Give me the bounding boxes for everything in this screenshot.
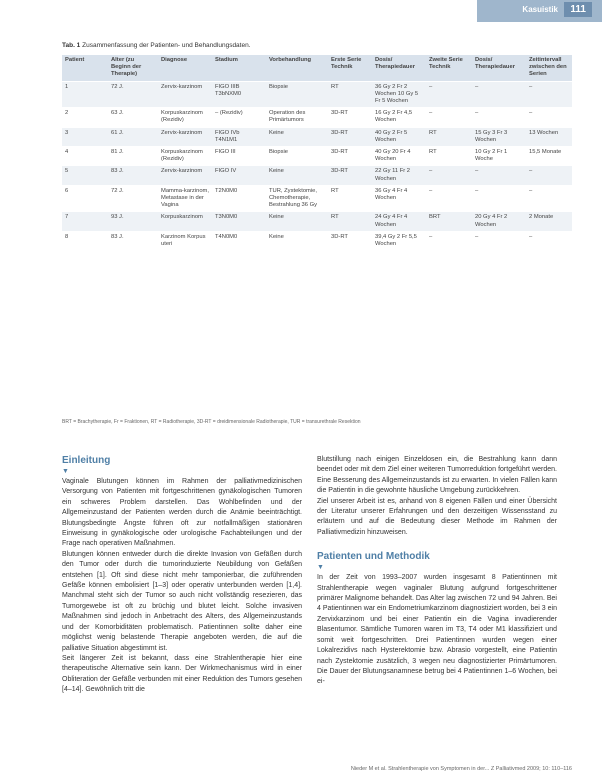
- table-cell: 36 Gy 4 Fr 4 Wochen: [372, 185, 426, 212]
- table-cell: 3: [62, 127, 108, 146]
- table-cell: T2N0M0: [212, 185, 266, 212]
- table-cell: 8: [62, 231, 108, 250]
- table-cell: RT: [328, 212, 372, 231]
- table-cell: –: [526, 81, 572, 108]
- intro-paragraph: Blutungen können entweder durch die direkte Invasion von Gefäßen durch den Tumor oder durch die tumorinduzierte Neubildung von Gefäßen entstehen [1]. Oft sind diese nicht mehr tamponierbar, die zuführenden Gefäße können embolisiert [1–3] oder operativ unterbunden werden [1,4]. Manchmal steht sich der Tumor so auch nicht vollständig resezieren, das Tumorgewebe ist oft zu brüchig und blutet leicht. Solche invasiven Maßnahmen sind jedoch in Anbetracht des Alters, des Allgemeinzustands und der Komorbiditäten problematisch. Patientinnen sollte daher eine möglichst wenig belastende Therapie angeboten werden, die auf die palliative Situation abgestimmt ist.: [62, 550, 302, 652]
- table-cell: Keine: [266, 127, 328, 146]
- table-cell: 3D-RT: [328, 108, 372, 127]
- table-cell: 1: [62, 81, 108, 108]
- table-cell: 39,4 Gy 2 Fr 5,5 Wochen: [372, 231, 426, 250]
- table-cell: 3D-RT: [328, 147, 372, 166]
- section-label: Kasuistik: [522, 5, 558, 14]
- table-row: [62, 212, 572, 231]
- citation-footer: Nieder M et al. Strahlentherapie von Symptomen in der... Z Palliativmed 2009; 10: 110–116: [350, 766, 572, 772]
- caption-text: Zusammenfassung der Patienten- und Behandlungsdaten.: [82, 42, 251, 49]
- table-row: [62, 127, 572, 146]
- table-cell: –: [526, 231, 572, 250]
- table-cell: 36 Gy 2 Fr 2 Wochen 10 Gy 5 Fr 5 Wochen: [372, 81, 426, 108]
- table-cell: Zervix-karzinom: [158, 81, 212, 108]
- intro-paragraph: Seit längerer Zeit ist bekannt, dass eine Strahlentherapie hier eine therapeutische Alternative sein kann. Der Wirkmechanismus wird in einer Obliteration der Gefäße verbunden mit einer Reduktion des Tumors gesehen [4–14]. Gewöhnlich tritt die: [62, 654, 302, 694]
- table-cell: FIGO IVb T4N1M1: [212, 127, 266, 146]
- table-cell: 15 Gy 3 Fr 3 Wochen: [472, 127, 526, 146]
- table-cell: 3D-RT: [328, 231, 372, 250]
- table-cell: 16 Gy 2 Fr 4,5 Wochen: [372, 108, 426, 127]
- table-cell: 4: [62, 147, 108, 166]
- table-cell: – (Rezidiv): [212, 108, 266, 127]
- table-cell: 10 Gy 2 Fr 1 Woche: [472, 147, 526, 166]
- table-header-row: [62, 55, 572, 81]
- table-cell: Operation des Primärtumors: [266, 108, 328, 127]
- th-age: Alter (zu Beginn der Therapie): [108, 55, 158, 81]
- heading-marker-icon: ▼: [62, 468, 69, 475]
- table-cell: Biopsie: [266, 147, 328, 166]
- table-cell: Korpuskarzinom: [158, 212, 212, 231]
- th-first-dose: Dosis/ Therapiedauer: [372, 55, 426, 81]
- table-cell: 20 Gy 4 Fr 2 Wochen: [472, 212, 526, 231]
- table-cell: 40 Gy 2 Fr 5 Wochen: [372, 127, 426, 146]
- table-row: [62, 81, 572, 108]
- intro-paragraph: Vaginale Blutungen können im Rahmen der palliativmedizinischen Versorgung von Patienten mit fortgeschrittenen gynäkologischen Tumoren ein schweres Problem darstellen. Das Wohlbefinden und der Allgemeinzustand der Patienten werden durch die Anämie beeinträchtigt. Blutungsbedingte Ängste führen oft zur notfallmäßigen stationären Einweisung in gynäkologische oder urologische Fachabteilungen und der Frage nach operativen Maßnahmen.: [62, 478, 302, 548]
- table-cell: 93 J.: [108, 212, 158, 231]
- table-cell: 5: [62, 166, 108, 185]
- methods-heading: Patienten und Methodik: [317, 551, 430, 563]
- table-row: [62, 231, 572, 250]
- table-cell: RT: [328, 185, 372, 212]
- table-cell: 40 Gy 20 Fr 4 Wochen: [372, 147, 426, 166]
- table-cell: T3N0M0: [212, 212, 266, 231]
- table-cell: 24 Gy 4 Fr 4 Wochen: [372, 212, 426, 231]
- table-cell: Karzinom Korpus uteri: [158, 231, 212, 250]
- table-cell: Keine: [266, 212, 328, 231]
- heading-marker-icon: ▼: [317, 564, 324, 572]
- table-cell: 63 J.: [108, 108, 158, 127]
- table-cell: Korpuskarzinom (Rezidiv): [158, 147, 212, 166]
- caption-label: Tab. 1: [62, 42, 81, 49]
- table-cell: 3D-RT: [328, 127, 372, 146]
- body-paragraph: Ziel unserer Arbeit ist es, anhand von 8 eigenen Fällen und einer Übersicht der Literatur unserer Erfahrungen und den derzeitigen Wissensstand zu erläutern und auf die Bedeutung dieser Methode im Rahmen der Palliativmedizin hinzuweisen.: [317, 497, 557, 536]
- table-cell: 22 Gy 11 Fr 2 Wochen: [372, 166, 426, 185]
- table-row: [62, 147, 572, 166]
- table-cell: –: [472, 231, 526, 250]
- table-cell: FIGO IIIB T3bNXM0: [212, 81, 266, 108]
- table-cell: 83 J.: [108, 166, 158, 185]
- table-cell: –: [472, 185, 526, 212]
- table-cell: –: [526, 166, 572, 185]
- table-cell: –: [526, 185, 572, 212]
- table-cell: RT: [426, 147, 472, 166]
- th-stage: Stadium: [212, 55, 266, 81]
- table-cell: Keine: [266, 166, 328, 185]
- table-cell: 61 J.: [108, 127, 158, 146]
- page-number: 111: [564, 2, 592, 17]
- table-cell: 72 J.: [108, 81, 158, 108]
- table-cell: RT: [426, 127, 472, 146]
- left-column: [62, 455, 302, 696]
- table-cell: Keine: [266, 231, 328, 250]
- table-cell: RT: [328, 81, 372, 108]
- table-cell: –: [472, 108, 526, 127]
- table-cell: 7: [62, 212, 108, 231]
- table-body: [62, 81, 572, 250]
- table-cell: Korpuskarzinom (Rezidiv): [158, 108, 212, 127]
- table-cell: –: [472, 166, 526, 185]
- table-cell: –: [472, 81, 526, 108]
- table-cell: Zervix-karzinom: [158, 127, 212, 146]
- table-cell: 6: [62, 185, 108, 212]
- table-cell: T4N0M0: [212, 231, 266, 250]
- table-caption: [62, 42, 251, 49]
- th-second-dose: Dosis/ Therapiedauer: [472, 55, 526, 81]
- table-cell: 81 J.: [108, 147, 158, 166]
- table-cell: 3D-RT: [328, 166, 372, 185]
- table-cell: –: [526, 108, 572, 127]
- methods-paragraph: In der Zeit von 1993–2007 wurden insgesamt 8 Patientinnen mit Strahlentherapie wegen vaginaler Blutung aufgrund fortgeschrittener primärer Malignome behandelt. Das Alter lag zwischen 72 und 94 Jahren. Bei 4 Patientinnen war ein Endometriumkarzinom diagnostiziert worden, bei 3 ein Zervixkarzinom und bei einer Patientin ein die Vagina invadierender Blasentumor. Sämtliche Tumoren waren im T3, T4 oder M1 klassifiziert und somit weit fortgeschritten. Drei Patientinnen wurden wegen einer Lokalrezidivs nach Hysterektomie bzw. Abrasio vorgestellt, eine Patientin nach Zystektomie zusätzlich, 3 wegen neu diagnostizierter Primärtumoren. Die Dauer der Blutungsanamnese betrug bei 4 Patientinnen 1–6 Wochen, bei ei-: [317, 574, 557, 686]
- th-pretreatment: Vorbehandlung: [266, 55, 328, 81]
- right-column: [317, 455, 557, 688]
- table-cell: –: [426, 166, 472, 185]
- table-cell: FIGO III: [212, 147, 266, 166]
- patient-table: [62, 55, 572, 250]
- table-cell: BRT: [426, 212, 472, 231]
- table-cell: Mamma-karzinom, Metastase in der Vagina: [158, 185, 212, 212]
- table-cell: Biopsie: [266, 81, 328, 108]
- table-cell: –: [426, 185, 472, 212]
- table-row: [62, 166, 572, 185]
- table-row: [62, 185, 572, 212]
- table-cell: 13 Wochen: [526, 127, 572, 146]
- th-interval: Zeitintervall zwischen den Serien: [526, 55, 572, 81]
- table-cell: 2 Monate: [526, 212, 572, 231]
- th-patient: Patient: [62, 55, 108, 81]
- th-second-technique: Zweite Serie Technik: [426, 55, 472, 81]
- th-first-technique: Erste Serie Technik: [328, 55, 372, 81]
- intro-heading: Einleitung: [62, 455, 111, 466]
- table-footnote: BRT = Brachytherapie, Fr = Fraktionen, RT = Radiotherapie, 3D-RT = dreidimensionale Radiotherapie, TUR = transurethrale Resektion: [62, 419, 361, 425]
- table-cell: –: [426, 81, 472, 108]
- table-cell: FIGO IV: [212, 166, 266, 185]
- running-header: [0, 0, 602, 22]
- table-cell: Zervix-karzinom: [158, 166, 212, 185]
- table-cell: 83 J.: [108, 231, 158, 250]
- table-cell: 2: [62, 108, 108, 127]
- th-diagnosis: Diagnose: [158, 55, 212, 81]
- table-cell: 15,5 Monate: [526, 147, 572, 166]
- body-paragraph: Blutstillung nach einigen Einzeldosen ein, die Bestrahlung kann dann beendet oder mit dem Ziel einer weiteren Tumorreduktion fortgeführt werden. Eine Besserung des Allgemeinzustands ist zu erwarten. In vielen Fällen kann die Patientin in die gewohnte häusliche Umgebung zurückkehren.: [317, 456, 557, 495]
- table-cell: –: [426, 231, 472, 250]
- table-cell: 72 J.: [108, 185, 158, 212]
- table-cell: TUR, Zystektomie, Chemotherapie, Bestrahlung 36 Gy: [266, 185, 328, 212]
- table-cell: –: [426, 108, 472, 127]
- table-row: [62, 108, 572, 127]
